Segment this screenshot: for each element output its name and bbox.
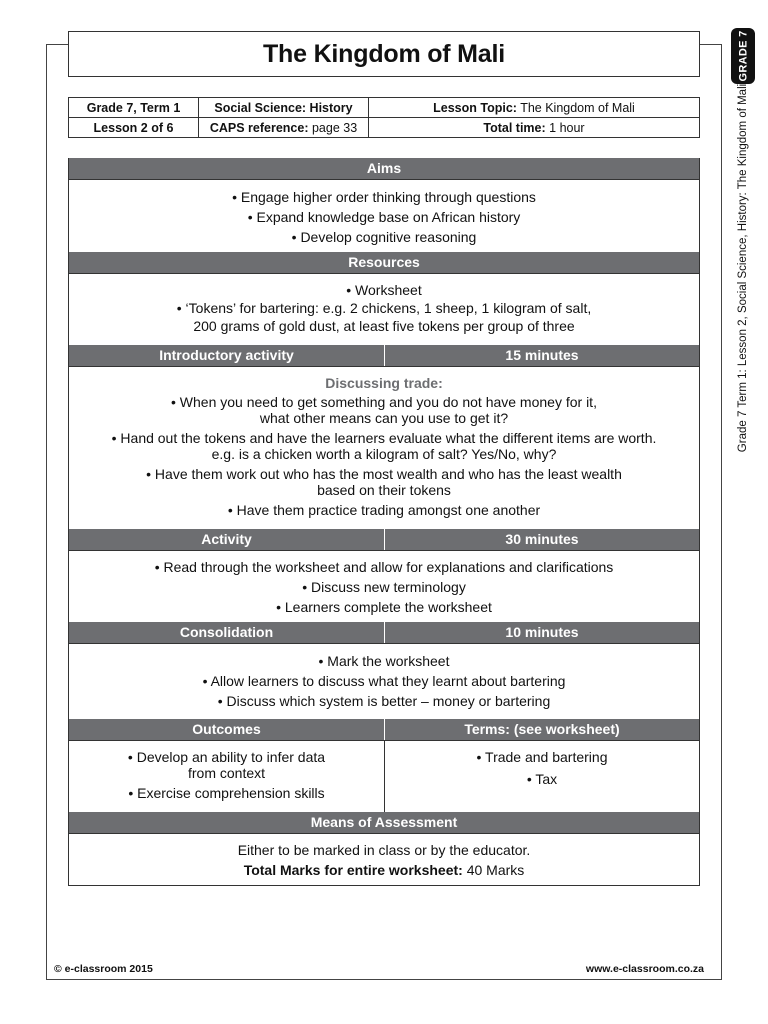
assessment-marks <box>69 862 699 878</box>
consolidation-item: • Mark the worksheet <box>318 653 450 669</box>
aims-item: • Develop cognitive reasoning <box>291 229 477 245</box>
terms-item: • Tax <box>526 771 558 787</box>
activity-item: • Discuss new terminology <box>302 579 466 595</box>
resources-body <box>69 273 699 345</box>
consolidation-header <box>69 622 699 643</box>
outcomes-heading: Outcomes <box>192 721 261 737</box>
title-box <box>68 31 700 77</box>
marks-label: Total Marks for entire worksheet: <box>243 862 463 878</box>
resources-item: • ‘Tokens’ for bartering: e.g. 2 chickens, 1 sheep, 1 kilogram of salt, <box>176 300 592 316</box>
time-value: 1 hour <box>545 120 585 135</box>
activity-header <box>69 529 699 550</box>
total-time <box>369 118 700 138</box>
intro-subheading: Discussing trade: <box>325 375 443 391</box>
aims-header <box>69 158 699 179</box>
activity-heading: Activity <box>201 531 252 547</box>
topic-label: Lesson Topic: <box>433 100 517 115</box>
assessment-header <box>69 812 699 833</box>
consolidation-heading: Consolidation <box>179 624 274 640</box>
intro-body <box>69 366 699 529</box>
lesson-plan <box>68 158 700 886</box>
lesson-number: Lesson 2 of 6 <box>69 118 199 138</box>
assessment-heading: Means of Assessment <box>310 814 458 830</box>
activity-item: • Learners complete the worksheet <box>276 599 492 615</box>
outcomes-item: • Exercise comprehension skills <box>128 785 325 801</box>
side-running-title-text: Grade 7 Term 1: Lesson 2, Social Science, History: The Kingdom of Mali <box>737 83 749 453</box>
intro-item: e.g. is a chicken worth a kilogram of salt? Yes/No, why? <box>211 446 557 462</box>
outcomes-item: • Develop an ability to infer data <box>127 749 326 765</box>
lesson-topic <box>369 98 700 118</box>
activity-time: 30 minutes <box>384 529 699 550</box>
terms-item: • Trade and bartering <box>476 749 608 765</box>
resources-item: • Worksheet <box>346 282 422 298</box>
topic-value: The Kingdom of Mali <box>516 100 635 115</box>
outcomes-item: from context <box>187 765 266 781</box>
outcomes-terms-body <box>69 740 699 812</box>
activity-item: • Read through the worksheet and allow for explanations and clarifications <box>154 559 614 575</box>
terms-heading: Terms: (see worksheet) <box>384 719 699 740</box>
consolidation-body <box>69 643 699 719</box>
resources-heading: Resources <box>348 254 420 270</box>
website-url[interactable]: www.e-classroom.co.za <box>585 963 704 975</box>
consolidation-item: • Discuss which system is better – money or bartering <box>217 693 551 709</box>
caps-reference <box>199 118 369 138</box>
marks-value: 40 Marks <box>462 862 525 878</box>
grade-term: Grade 7, Term 1 <box>69 98 199 118</box>
intro-item: • Have them work out who has the most wealth and who has the least wealth <box>146 466 622 482</box>
subject: Social Science: History <box>199 98 369 118</box>
lesson-info-table <box>68 97 700 138</box>
resources-item: 200 grams of gold dust, at least five tokens per group of three <box>193 318 575 334</box>
assessment-line: Either to be marked in class or by the educator. <box>237 842 531 858</box>
aims-item: • Expand knowledge base on African history <box>247 209 521 225</box>
assessment-body <box>69 833 699 885</box>
activity-body <box>69 550 699 622</box>
resources-header <box>69 252 699 273</box>
caps-value: page 33 <box>308 120 358 135</box>
outcomes-body <box>69 741 384 812</box>
grade-tab <box>731 28 755 84</box>
intro-item: • When you need to get something and you do not have money for it, <box>171 394 597 410</box>
intro-heading: Introductory activity <box>159 347 294 363</box>
consolidation-time: 10 minutes <box>384 622 699 643</box>
terms-body <box>384 741 699 812</box>
outcomes-terms-header <box>69 719 699 740</box>
consolidation-item: • Allow learners to discuss what they learnt about bartering <box>202 673 566 689</box>
intro-header <box>69 345 699 366</box>
grade-tab-label: GRADE 7 <box>737 30 749 82</box>
caps-label: CAPS reference: <box>209 120 309 135</box>
aims-heading: Aims <box>366 160 402 176</box>
copyright: © e-classroom 2015 <box>54 963 153 975</box>
intro-item: • Have them practice trading amongst one another <box>227 502 541 518</box>
intro-item: • Hand out the tokens and have the learners evaluate what the different items are worth. <box>111 430 657 446</box>
aims-body <box>69 179 699 252</box>
page-title: The Kingdom of Mali <box>262 39 505 68</box>
aims-item: • Engage higher order thinking through questions <box>232 189 536 205</box>
time-label: Total time: <box>483 120 546 135</box>
intro-time: 15 minutes <box>384 345 699 366</box>
intro-item: what other means can you use to get it? <box>259 410 509 426</box>
intro-item: based on their tokens <box>317 482 451 498</box>
